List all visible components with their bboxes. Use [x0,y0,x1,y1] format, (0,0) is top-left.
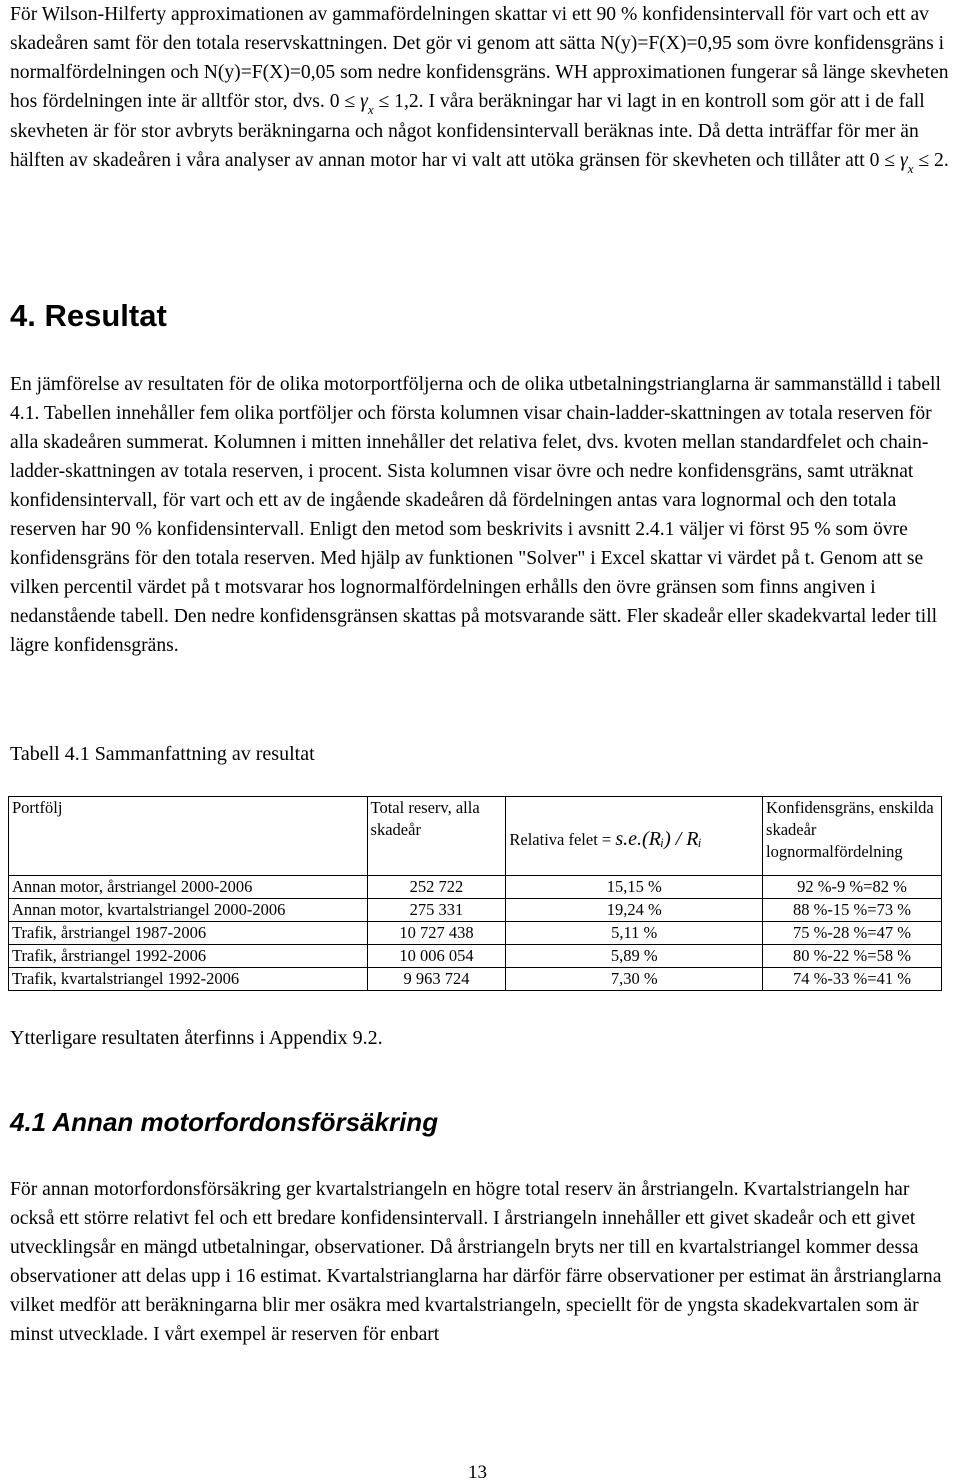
header-total-reserve: Total reserv, alla skadeår [367,797,506,876]
relative-formula: s.e.(Rᵢ) / Rᵢ [615,827,702,850]
page-number: 13 [468,1462,487,1483]
cell-total: 252 722 [367,876,506,899]
gamma-inequality-1 [329,91,419,117]
cell-portfolio: Trafik, årstriangel 1992-2006 [9,945,368,968]
cell-relative: 5,89 % [506,945,763,968]
table-header-row [9,797,942,876]
table-row [9,968,942,991]
cell-total: 275 331 [367,899,506,922]
cell-portfolio: Trafik, årstriangel 1987-2006 [9,922,368,945]
appendix-note: Ytterligare resultaten återfinns i Appendix 9.2. [10,1027,383,1049]
table-caption: Tabell 4.1 Sammanfattning av resultat [10,743,315,765]
table-row [9,922,942,945]
intro-text-c: . [943,150,949,171]
header-portfolio: Portfölj [9,797,368,876]
cell-portfolio: Trafik, kvartalstriangel 1992-2006 [9,968,368,991]
section-heading-resultat: 4. Resultat [10,298,167,333]
math1-gamma: γ [360,91,368,112]
table-row [9,945,942,968]
math2-sub: x [907,161,914,176]
results-paragraph: En jämförelse av resultaten för de olika motorportföljerna och de olika utbetalningstrianglarna är sammanställd i tabell 4.1. Tabellen innehåller fem olika portföljer och första kolumnen visar chain-ladder-skattningen av totala reserven för alla skadeåren summerat. Kolumnen i mitten innehåller det relativa felet, dvs. kvoten mellan standardfelet och chain-ladder-skattningen av totala reserven, i procent. Sista kolumnen visar övre och nedre konfidensgräns, samt uträknat konfidensintervall, för vart och ett av de ingående skadeåren då fördelningen antas vara lognormal och den totala reserven har 90 % konfidensintervall. Enligt den metod som beskrivits i avsnitt 2.4.1 väljer vi först 95 % som övre konfidensgräns för den totala reserven. Med hjälp av funktionen "Solver" i Excel skattar vi värdet på t. Genom att se vilken percentil värdet på t motsvarar hos lognormalfördelningen erhålls den övre gränsen som finns angiven i nedanstående tabell. Den nedre konfidensgränsen skattas på motsvarande sätt. Fler skadeår eller skadekvartal leder till lägre konfidensgräns. [10,374,941,656]
cell-confidence: 92 %-9 %=82 % [763,876,942,899]
cell-confidence: 75 %-28 %=47 % [763,922,942,945]
intro-paragraph [10,0,955,176]
table-row [9,899,942,922]
cell-relative: 19,24 % [506,899,763,922]
cell-relative: 5,11 % [506,922,763,945]
math2-right: ≤ 2 [918,150,944,171]
cell-confidence: 88 %-15 %=73 % [763,899,942,922]
math2-gamma: γ [899,150,908,171]
math1-left: 0 ≤ [329,91,356,112]
annan-motor-paragraph: För annan motorfordonsförsäkring ger kvartalstriangeln en högre total reserv än årstriangeln. Kvartalstriangeln har också ett större relativt fel och ett bredare konfidensintervall. I årstriangeln innehåller ett givet skadeår och ett givet utvecklingsår en mängd utbetalningar, observationer. Då årstriangeln bryts ner till en kvartalstriangel kommer dessa observationer att delas upp i 16 estimat. Kvartalstrianglarna har därför färre observationer per estimat än årstrianglarna vilket medför att beräkningarna blir mer osäkra med kvartalstriangeln, speciellt för de yngsta skadekvartalen som är minst utvecklade. I vårt exempel är reserven för enbart [10,1179,942,1345]
results-table [8,796,942,991]
section-heading-annan-motor: 4.1 Annan motorfordonsförsäkring [10,1107,439,1137]
cell-portfolio: Annan motor, kvartalstriangel 2000-2006 [9,899,368,922]
gamma-inequality-2 [869,150,944,176]
cell-relative: 7,30 % [506,968,763,991]
cell-portfolio: Annan motor, årstriangel 2000-2006 [9,876,368,899]
header-confidence: Konfidensgräns, enskilda skadeår lognormalfördelning [763,797,942,876]
table-row [9,876,942,899]
cell-confidence: 80 %-22 %=58 % [763,945,942,968]
cell-total: 10 727 438 [367,922,506,945]
math2-left: 0 ≤ [869,150,896,171]
cell-total: 9 963 724 [367,968,506,991]
cell-total: 10 006 054 [367,945,506,968]
header-relative-error [506,797,763,876]
intro-text-b: . I våra beräkningar har vi lagt in en kontroll som gör att i de fall skevheten är för stor avbryts beräkningarna och något konfidensintervall beräknas inte. Då detta inträffar för mer än hälften av skadeåren i våra analyser av annan motor har vi valt att utöka gränsen för skevheten och tillåter att [10,91,925,171]
math1-sub: x [367,102,374,117]
cell-relative: 15,15 % [506,876,763,899]
math1-right: ≤ 1,2 [378,91,419,112]
intro-text-a: För Wilson-Hilferty approximationen av gammafördelningen skattar vi ett 90 % konfidensintervall för vart och ett av skadeåren samt för den totala reservskattningen. Det gör vi genom att sätta N(y)=F(X)=0,95 som övre konfidensgräns i normalfördelningen och N(y)=F(X)=0,05 som nedre konfidensgräns. WH approximationen fungerar så länge skevheten hos fördelningen inte är alltför stor, dvs. [10,4,949,112]
relative-prefix: Relativa felet = [509,829,612,849]
cell-confidence: 74 %-33 %=41 % [763,968,942,991]
